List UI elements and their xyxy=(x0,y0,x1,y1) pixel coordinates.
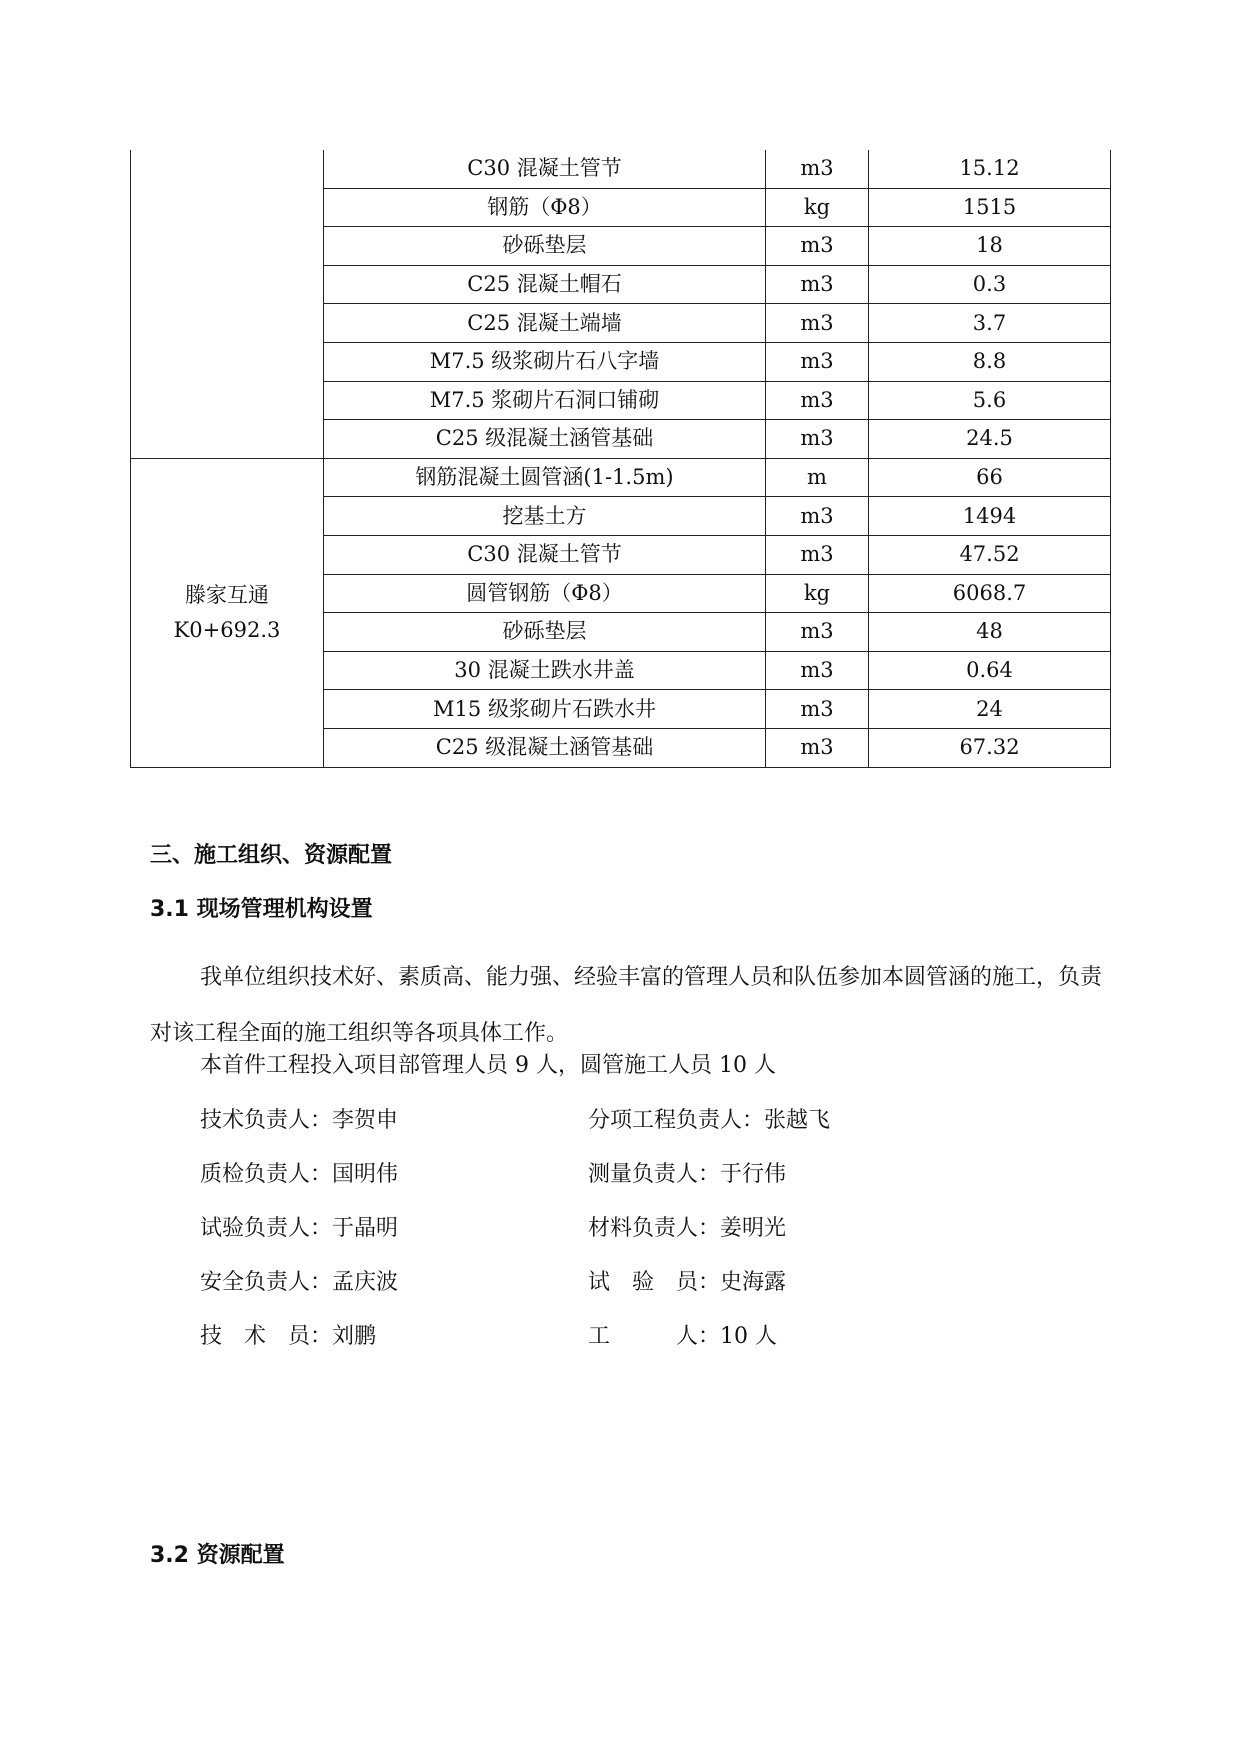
quantity-cell: 24 xyxy=(869,690,1111,729)
staff-right-3: 材料负责人：姜明光 xyxy=(588,1216,787,1241)
item-name-cell: M7.5 级浆砌片石八字墙 xyxy=(324,342,766,381)
unit-cell: m3 xyxy=(766,304,869,343)
quantity-cell: 47.52 xyxy=(869,535,1111,574)
unit-cell: m3 xyxy=(766,420,869,459)
intro-paragraph: 我单位组织技术好、素质高、能力强、经验丰富的管理人员和队伍参加本圆管涵的施工，负责对该工程全面的施工组织等各项具体工作。 xyxy=(150,965,1103,1046)
quantity-cell: 0.3 xyxy=(869,265,1111,304)
staff-left-5: 技 术 员：刘鹏 xyxy=(200,1324,377,1349)
location-station: K0+692.3 xyxy=(173,617,281,642)
staff-right-1: 分项工程负责人：张越飞 xyxy=(588,1108,831,1133)
unit-cell: m3 xyxy=(766,381,869,420)
staff-left-1: 技术负责人：李贺申 xyxy=(200,1108,399,1133)
staff-summary: 本首件工程投入项目部管理人员 9 人，圆管施工人员 10 人 xyxy=(200,1053,776,1078)
unit-cell: m3 xyxy=(766,613,869,652)
unit-cell: kg xyxy=(766,574,869,613)
subsection-title-3-2: 3.2 资源配置 xyxy=(150,1543,285,1568)
staff-left-2: 质检负责人：国明伟 xyxy=(200,1162,399,1187)
item-name-cell: M7.5 浆砌片石洞口铺砌 xyxy=(324,381,766,420)
table-row xyxy=(131,150,1111,188)
quantity-cell: 8.8 xyxy=(869,342,1111,381)
quantity-cell: 1494 xyxy=(869,497,1111,536)
table-row xyxy=(131,458,1111,497)
unit-cell: m3 xyxy=(766,535,869,574)
location-cell xyxy=(131,458,324,767)
subsection-title-3-1: 3.1 现场管理机构设置 xyxy=(150,897,373,922)
item-name-cell: C30 混凝土管节 xyxy=(324,535,766,574)
unit-cell: m3 xyxy=(766,497,869,536)
quantity-cell: 3.7 xyxy=(869,304,1111,343)
unit-cell: m xyxy=(766,458,869,497)
quantity-table xyxy=(130,150,1111,768)
location-name: 滕家互通 xyxy=(185,582,269,607)
staff-left-3: 试验负责人：于晶明 xyxy=(200,1216,399,1241)
quantity-cell: 6068.7 xyxy=(869,574,1111,613)
staff-right-4: 试 验 员：史海露 xyxy=(588,1270,787,1295)
item-name-cell: 30 混凝土跌水井盖 xyxy=(324,651,766,690)
item-name-cell: C25 混凝土帽石 xyxy=(324,265,766,304)
staff-left-4: 安全负责人：孟庆波 xyxy=(200,1270,399,1295)
item-name-cell: M15 级浆砌片石跌水井 xyxy=(324,690,766,729)
unit-cell: m3 xyxy=(766,227,869,266)
quantity-cell: 0.64 xyxy=(869,651,1111,690)
quantity-cell: 24.5 xyxy=(869,420,1111,459)
item-name-cell: 砂砾垫层 xyxy=(324,613,766,652)
item-name-cell: 钢筋混凝土圆管涵(1-1.5m) xyxy=(324,458,766,497)
quantity-cell: 48 xyxy=(869,613,1111,652)
item-name-cell: 圆管钢筋（Φ8） xyxy=(324,574,766,613)
item-name-cell: C25 级混凝土涵管基础 xyxy=(324,420,766,459)
unit-cell: m3 xyxy=(766,342,869,381)
unit-cell: m3 xyxy=(766,150,869,188)
item-name-cell: 砂砾垫层 xyxy=(324,227,766,266)
item-name-cell: C25 级混凝土涵管基础 xyxy=(324,728,766,767)
item-name-cell: C25 混凝土端墙 xyxy=(324,304,766,343)
quantity-cell: 67.32 xyxy=(869,728,1111,767)
unit-cell: m3 xyxy=(766,728,869,767)
quantity-cell: 5.6 xyxy=(869,381,1111,420)
unit-cell: m3 xyxy=(766,651,869,690)
unit-cell: kg xyxy=(766,188,869,227)
unit-cell: m3 xyxy=(766,690,869,729)
section-title: 三、施工组织、资源配置 xyxy=(150,843,393,868)
item-name-cell: 钢筋（Φ8） xyxy=(324,188,766,227)
quantity-cell: 18 xyxy=(869,227,1111,266)
quantity-cell: 66 xyxy=(869,458,1111,497)
staff-right-2: 测量负责人：于行伟 xyxy=(588,1162,787,1187)
quantity-cell: 15.12 xyxy=(869,150,1111,188)
staff-right-5: 工 人：10 人 xyxy=(588,1324,777,1349)
quantity-cell: 1515 xyxy=(869,188,1111,227)
item-name-cell: 挖基土方 xyxy=(324,497,766,536)
location-cell xyxy=(131,150,324,458)
unit-cell: m3 xyxy=(766,265,869,304)
item-name-cell: C30 混凝土管节 xyxy=(324,150,766,188)
